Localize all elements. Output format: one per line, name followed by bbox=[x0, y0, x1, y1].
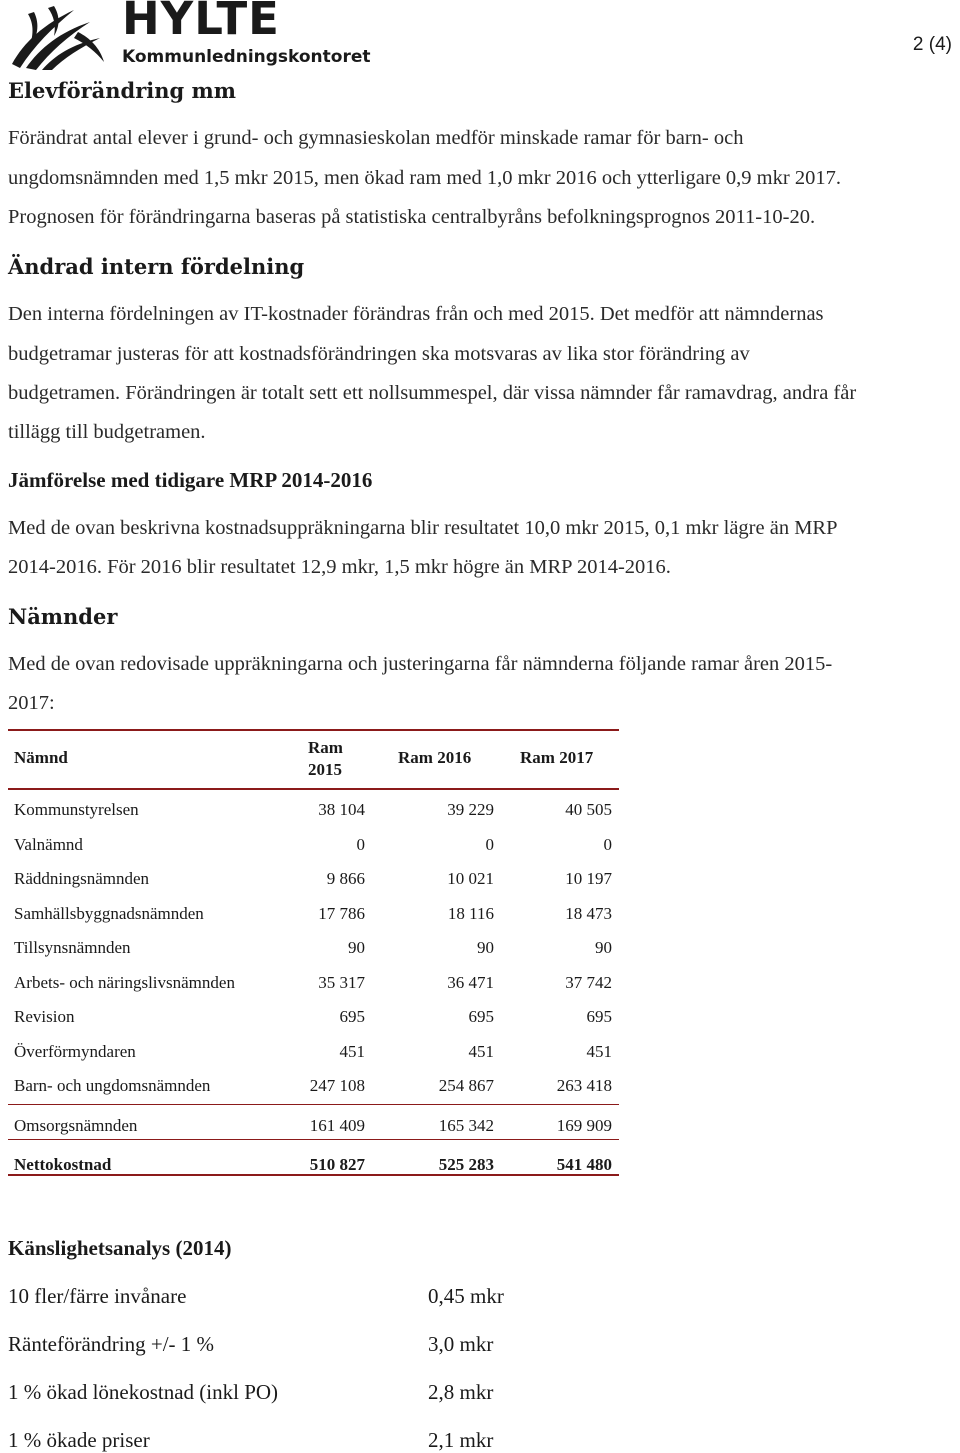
elev-line-1: Förändrat antal elever i grund- och gymnasieskolan medför minskade ramar för barn- och bbox=[8, 127, 744, 149]
table-cell-ram2016: 90 bbox=[477, 938, 494, 957]
table-cell-ram2016: 10 021 bbox=[447, 869, 494, 888]
namnder-line-2: 2017: bbox=[8, 692, 55, 714]
org-subtitle: Kommunledningskontoret bbox=[122, 47, 371, 67]
table-cell-ram2016: 36 471 bbox=[447, 973, 494, 992]
table-cell-namnd: Överförmyndaren bbox=[14, 1042, 136, 1061]
sensitivity-item-value: 3,0 mkr bbox=[428, 1332, 494, 1356]
elev-line-2: ungdomsnämnden med 1,5 mkr 2015, men ökad ram med 1,0 mkr 2016 och ytterligare 0,9 mkr 2017. bbox=[8, 167, 841, 189]
table-total-ram2017: 541 480 bbox=[556, 1155, 612, 1174]
table-cell-namnd: Omsorgsnämnden bbox=[14, 1116, 138, 1135]
sensitivity-item-label: 1 % ökade priser bbox=[8, 1428, 150, 1452]
table-cell-ram2016: 695 bbox=[468, 1007, 494, 1026]
elev-line-3: Prognosen för förändringarna baseras på statistiska centralbyråns befolkningsprognos 2011-10-20. bbox=[8, 206, 816, 228]
table-cell-ram2017: 10 197 bbox=[565, 869, 612, 888]
table-cell-ram2015: 17 786 bbox=[318, 904, 365, 923]
intern-line-2: budgetramar justeras för att kostnadsförändringen ska motsvaras av lika stor förändring av bbox=[8, 343, 750, 365]
table-cell-namnd: Barn- och ungdomsnämnden bbox=[14, 1076, 211, 1095]
heading-elevforandring: Elevförändring mm bbox=[8, 78, 236, 103]
table-cell-namnd: Kommunstyrelsen bbox=[14, 800, 139, 819]
jamforelse-line-1: Med de ovan beskrivna kostnadsuppräkningarna blir resultatet 10,0 mkr 2015, 0,1 mkr lägre än MRP bbox=[8, 517, 838, 539]
sensitivity-item-value: 2,1 mkr bbox=[428, 1428, 494, 1452]
col-header-ram2016: Ram 2016 bbox=[398, 748, 472, 767]
table-cell-ram2016: 165 342 bbox=[438, 1116, 494, 1135]
sensitivity-item-value: 0,45 mkr bbox=[428, 1284, 504, 1308]
table-cell-ram2017: 451 bbox=[586, 1042, 612, 1061]
table-cell-namnd: Valnämnd bbox=[14, 835, 83, 854]
hylte-logo bbox=[4, 0, 371, 72]
sensitivity-item-label: 10 fler/färre invånare bbox=[8, 1284, 187, 1308]
table-top-rule bbox=[8, 729, 619, 731]
table-cell-ram2015: 161 409 bbox=[309, 1116, 365, 1135]
table-total-label: Nettokostnad bbox=[14, 1155, 112, 1174]
table-bottom-rule bbox=[8, 1174, 619, 1176]
col-header-ram2017: Ram 2017 bbox=[520, 748, 594, 767]
table-cell-ram2015: 90 bbox=[348, 938, 365, 957]
table-cell-namnd: Tillsynsnämnden bbox=[14, 938, 131, 957]
heading-intern-fordelning: Ändrad intern fördelning bbox=[8, 254, 305, 279]
page-number: 2 (4) bbox=[912, 34, 952, 55]
table-cell-namnd: Samhällsbyggnadsnämnden bbox=[14, 904, 204, 923]
sensitivity-item-label: 1 % ökad lönekostnad (inkl PO) bbox=[8, 1380, 279, 1404]
namnder-line-1: Med de ovan redovisade uppräkningarna och justeringarna får nämnderna följande ramar åren 2015- bbox=[8, 653, 833, 675]
table-cell-ram2017: 263 418 bbox=[556, 1076, 612, 1095]
table-cell-ram2015: 247 108 bbox=[309, 1076, 365, 1095]
table-cell-ram2015: 35 317 bbox=[318, 973, 365, 992]
table-total-ram2015: 510 827 bbox=[309, 1155, 365, 1174]
table-cell-ram2015: 38 104 bbox=[318, 800, 365, 819]
col-header-ram2015-l1: Ram bbox=[308, 738, 343, 757]
col-header-ram2015-l2: 2015 bbox=[308, 760, 342, 779]
table-cell-ram2015: 9 866 bbox=[326, 869, 365, 888]
table-cell-ram2016: 254 867 bbox=[438, 1076, 494, 1095]
heading-jamforelse: Jämförelse med tidigare MRP 2014-2016 bbox=[8, 468, 373, 492]
table-cell-ram2017: 169 909 bbox=[556, 1116, 612, 1135]
table-cell-ram2015: 695 bbox=[339, 1007, 365, 1026]
table-cell-ram2017: 695 bbox=[586, 1007, 612, 1026]
intern-line-1: Den interna fördelningen av IT-kostnader förändras från och med 2015. Det medför att nämndernas bbox=[8, 303, 824, 325]
heading-namnder: Nämnder bbox=[8, 604, 118, 629]
hylte-emblem-icon bbox=[4, 2, 114, 72]
heading-kanslighetsanalys: Känslighetsanalys (2014) bbox=[8, 1236, 232, 1260]
table-cell-namnd: Revision bbox=[14, 1007, 75, 1026]
org-name: HYLTE bbox=[122, 0, 280, 45]
table-total-ram2016: 525 283 bbox=[438, 1155, 494, 1174]
table-cell-ram2015: 451 bbox=[339, 1042, 365, 1061]
table-cell-ram2017: 90 bbox=[595, 938, 612, 957]
table-cell-ram2015: 0 bbox=[356, 835, 365, 854]
table-cell-ram2017: 40 505 bbox=[565, 800, 612, 819]
sensitivity-item-value: 2,8 mkr bbox=[428, 1380, 494, 1404]
intern-line-3: budgetramen. Förändringen är totalt sett ett nollsummespel, där vissa nämnder får ramavdrag, andra får bbox=[8, 382, 857, 404]
table-cell-ram2016: 39 229 bbox=[447, 800, 494, 819]
col-header-namnd: Nämnd bbox=[14, 748, 68, 767]
table-cell-namnd: Arbets- och näringslivsnämnden bbox=[14, 973, 235, 992]
intern-line-4: tillägg till budgetramen. bbox=[8, 421, 206, 443]
jamforelse-line-2: 2014-2016. För 2016 blir resultatet 12,9 mkr, 1,5 mkr högre än MRP 2014-2016. bbox=[8, 556, 671, 578]
sensitivity-item-label: Ränteförändring +/- 1 % bbox=[8, 1332, 215, 1356]
table-cell-ram2017: 0 bbox=[603, 835, 612, 854]
table-cell-ram2016: 18 116 bbox=[447, 904, 494, 923]
table-cell-ram2016: 0 bbox=[485, 835, 494, 854]
table-rule-b bbox=[8, 1139, 619, 1140]
table-rule-a bbox=[8, 1104, 619, 1105]
table-cell-namnd: Räddningsnämnden bbox=[14, 869, 150, 888]
table-cell-ram2017: 37 742 bbox=[565, 973, 612, 992]
table-cell-ram2016: 451 bbox=[468, 1042, 494, 1061]
table-header-rule bbox=[8, 788, 619, 790]
table-cell-ram2017: 18 473 bbox=[565, 904, 612, 923]
